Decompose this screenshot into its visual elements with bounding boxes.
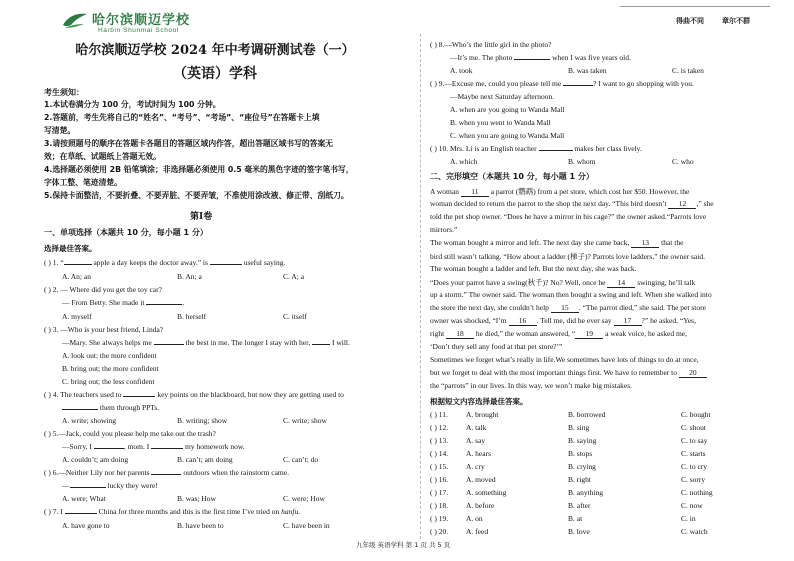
option: A. look out; the more confident [62, 351, 157, 360]
cloze-question-number: ( ) 13. [430, 436, 449, 445]
answer-blank[interactable] [210, 264, 242, 265]
cloze-question-number: ( ) 15. [430, 462, 449, 471]
cloze-option-b: B. saying [568, 436, 597, 445]
answer-blank[interactable] [62, 409, 98, 410]
section-two-title: 二、完形填空（本题共 10 分，每小题 1 分） [430, 172, 594, 181]
school-logo [62, 8, 237, 40]
answer-blank[interactable] [65, 513, 97, 514]
notice-item: 2.答题前，考生先将自己的“姓名”、“考号”、“考场”、“座位号”在答题卡上填 [44, 113, 320, 122]
header-motto-2: 章尔不群 [722, 17, 750, 25]
option: C. have been in [283, 521, 330, 530]
swallow-logo-icon [62, 11, 88, 31]
question-9-reply: —Maybe next Saturday afternoon. [450, 92, 555, 101]
logo-english-name: Harbin Shunmai School [98, 27, 179, 34]
answer-blank[interactable] [563, 85, 593, 86]
notice-heading: 考生须知： [44, 88, 84, 97]
answer-blank[interactable] [64, 264, 92, 265]
cloze-option-a: A. say [466, 436, 486, 445]
option: C. when you are going to Wanda Mall [450, 131, 565, 140]
notice-item: 效；在草纸、试题纸上答题无效。 [44, 152, 161, 161]
question-10: ( ) 10. Mrs. Li is an English teacher makes her class lively. [430, 144, 642, 153]
answer-blank[interactable] [151, 448, 183, 449]
notice-item: 字体工整、笔迹清楚。 [44, 178, 122, 187]
option: C. who [672, 157, 694, 166]
question-6-reply: — lucky they were! [62, 481, 158, 490]
cloze-option-a: A. on [466, 514, 483, 523]
answer-blank[interactable] [539, 150, 573, 151]
option: B. have been to [177, 521, 224, 530]
question-6: ( ) 6.—Neither Lily nor her parents outdoors when the rainstorm came. [44, 468, 289, 477]
cloze-blank[interactable]: 12 [668, 199, 696, 209]
notice-item: 4.选择题必须使用 2B 铅笔填涂；非选择题必须使用 0.5 毫米的黑色字迹的签字笔书写， [44, 165, 354, 174]
question-9: ( ) 9.—Excuse me, could you please tell me ? I want to go shopping with you. [430, 79, 694, 88]
passage-line: A woman 11 a parrot (鹦鹉) from a pet store, which cost her $50. However, the [430, 187, 690, 196]
notice-item: 写清楚。 [44, 126, 76, 135]
answer-blank[interactable] [154, 344, 184, 345]
cloze-option-b: B. borrowed [568, 410, 606, 419]
cloze-option-c: C. sorry [681, 475, 706, 484]
answer-blank[interactable] [94, 448, 124, 449]
answer-blank[interactable] [146, 304, 182, 305]
option: C. itself [283, 312, 307, 321]
header-motto-1: 得曲不同 [676, 17, 704, 25]
passage-line: The woman bought a mirror and left. The next day she came back, 13 that the [430, 238, 684, 247]
question-5-reply: —Sorry, I , mom. I my homework now. [62, 442, 245, 451]
option: C. is taken [672, 66, 704, 75]
cloze-option-b: B. right [568, 475, 591, 484]
cloze-option-c: C. shout [681, 423, 707, 432]
cloze-option-b: B. crying [568, 462, 596, 471]
option: B. writing; show [177, 416, 228, 425]
part-one-heading: 第I卷 [190, 212, 213, 222]
option: C. bring out; the less confident [62, 377, 155, 386]
question-8: ( ) 8.—Who’s the little girl in the photo? [430, 40, 552, 49]
passage-line: ‘Don’t they sell any food at that pet store?’” [430, 342, 563, 351]
option: B. was; How [177, 494, 216, 503]
page-footer: 九年级 英语学科 第 1 页 共 5 页 [356, 541, 451, 549]
option: B. herself [177, 312, 207, 321]
cloze-option-a: A. talk [466, 423, 487, 432]
passage-line: right 18 he died,” the woman answered, “ 19 a weak voice, he asked me, [430, 329, 687, 338]
notice-item: 5.保持卡面整洁，不要折叠、不要弄脏、不要弄皱，不准使用涂改液、修正带、刮纸刀。 [44, 191, 349, 200]
answer-blank[interactable] [312, 344, 330, 345]
question-2: ( ) 2. — Where did you get the toy car? [44, 285, 162, 294]
cloze-option-a: A. before [466, 501, 495, 510]
option: A. myself [62, 312, 92, 321]
cloze-option-c: C. starts [681, 449, 706, 458]
cloze-option-a: A. feed [466, 527, 489, 536]
cloze-blank[interactable]: 11 [461, 187, 489, 197]
cloze-option-c: C. in [681, 514, 696, 523]
cloze-blank[interactable]: 18 [446, 329, 474, 339]
cloze-option-c: C. now [681, 501, 703, 510]
question-3-reply: —Mary. She always helps me the best in me. The longer I stay with her, I will. [62, 338, 350, 347]
cloze-blank[interactable]: 17 [614, 316, 642, 326]
cloze-option-b: B. stops [568, 449, 593, 458]
passage-line: owner was shocked, “I’m 16 . Tell me, did he ever say 17 ?” he asked. “Yes, [430, 316, 696, 325]
notice-item: 1.本试卷满分为 100 分，考试时间为 100 分钟。 [44, 100, 221, 109]
cloze-option-b: B. after [568, 501, 591, 510]
passage-line: Sometimes we forget what’s really in life.We sometimes have lots of things to do at once, [430, 355, 699, 364]
cloze-option-b: B. sing [568, 423, 590, 432]
header-rule [620, 6, 770, 7]
option: C. A; a [283, 272, 305, 281]
passage-line: but we forget to deal with the most important things first. We have to remember to 20 [430, 368, 707, 378]
question-8-reply: —It’s me. The photo when I was five years old. [450, 53, 631, 62]
option: C. were; How [283, 494, 325, 503]
question-4: ( ) 4. The teachers used to key points on the blackboard, but now they are getting used to [44, 390, 344, 399]
cloze-option-a: A. brought [466, 410, 499, 419]
cloze-blank[interactable]: 16 [509, 316, 537, 326]
cloze-question-number: ( ) 19. [430, 514, 449, 523]
option: B. was taken [568, 66, 607, 75]
cloze-question-number: ( ) 20. [430, 527, 449, 536]
logo-chinese-name: 哈尔滨顺迈学校 [92, 13, 191, 28]
question-4-cont: them through PPTs. [62, 403, 159, 412]
cloze-option-c: C. to cry [681, 462, 708, 471]
exam-title: 哈尔滨顺迈学校 2024 年中考调研测试卷（一） [75, 43, 355, 58]
option: A. couldn’t; am doing [62, 455, 129, 464]
passage-line: The woman bought a ladder and left. But the next day, she was back. [430, 264, 637, 273]
option: B. whom [568, 157, 596, 166]
answer-blank[interactable] [123, 396, 155, 397]
cloze-option-b: B. at [568, 514, 583, 523]
answer-blank[interactable] [70, 487, 106, 488]
passage-line: told the pet shop owner. “Does he have a mirror in his cage?” the owner asked.“Parrots love [430, 212, 707, 221]
cloze-option-c: C. watch [681, 527, 708, 536]
cloze-option-c: C. nothing [681, 488, 713, 497]
cloze-blank[interactable]: 14 [607, 278, 635, 288]
option: A. have gone to [62, 521, 110, 530]
option: A. An; an [62, 272, 91, 281]
passage-line: the store the next day, she couldn’t help 15 . “The parrot died,” she said. The pet store [430, 303, 706, 312]
passage-line: bird still wasn’t talking. “How about a ladder (梯子)? Parrots love ladders,” the owner said. [430, 252, 705, 261]
option: C. write; show [283, 416, 327, 425]
answer-blank[interactable] [151, 474, 181, 475]
cloze-option-b: B. love [568, 527, 590, 536]
cloze-option-a: A. moved [466, 475, 496, 484]
option: A. write; showing [62, 416, 116, 425]
option: C. can’t; do [283, 455, 319, 464]
option: A. took [450, 66, 473, 75]
question-5: ( ) 5.—Jack, could you please help me take out the trash? [44, 429, 216, 438]
exam-subject: （英语）学科 [173, 66, 257, 82]
question-1: ( ) 1. “ apple a day keeps the doctor away.” is useful saying. [44, 258, 286, 267]
question-2-reply: — From Betty. She made it . [62, 298, 185, 307]
passage-line: up a storm.” The owner said. The woman then bought a swing and left. When she walked into [430, 290, 712, 299]
cloze-instruction: 根据短文内容选择最佳答案。 [430, 397, 528, 406]
section-one-title: 一、单项选择（本题共 10 分，每小题 1 分） [44, 228, 208, 237]
cloze-question-number: ( ) 17. [430, 488, 449, 497]
passage-line: woman decided to return the parrot to the shop the next day. “This bird doesn’t 12 ,” she [430, 199, 714, 208]
cloze-blank[interactable]: 13 [631, 238, 659, 248]
cloze-option-c: C. bought [681, 410, 711, 419]
cloze-blank[interactable]: 15 [551, 303, 579, 313]
cloze-question-number: ( ) 12. [430, 423, 449, 432]
question-3: ( ) 3. —Who is your best friend, Linda? [44, 325, 164, 334]
cloze-question-number: ( ) 11. [430, 410, 448, 419]
section-one-instruction: 选择最佳答案。 [44, 244, 97, 253]
option: B. can’t; am doing [177, 455, 233, 464]
question-7: ( ) 7. I China for three months and this is the first time I’ve tried on hanfu. [44, 507, 301, 516]
cloze-option-a: A. cry [466, 462, 485, 471]
cloze-question-number: ( ) 18. [430, 501, 449, 510]
cloze-option-b: B. anything [568, 488, 603, 497]
passage-line: mirrors.” [430, 225, 458, 234]
cloze-option-c: C. to say [681, 436, 708, 445]
notice-item: 3.请按照题号的顺序在答题卡各题目的答题区域内作答，超出答题区域书写的答案无 [44, 139, 334, 148]
cloze-blank[interactable]: 19 [575, 329, 603, 339]
option: A. when are you going to Wanda Mall [450, 105, 565, 114]
column-divider [420, 34, 421, 539]
option: A. were; What [62, 494, 106, 503]
cloze-option-a: A. something [466, 488, 507, 497]
cloze-option-a: A. hears [466, 449, 491, 458]
cloze-question-number: ( ) 16. [430, 475, 449, 484]
cloze-blank[interactable]: 20 [679, 368, 707, 378]
cloze-question-number: ( ) 14. [430, 449, 449, 458]
passage-line: the “parrots” in our lives. In this way, we won’t make big mistakes. [430, 381, 633, 390]
passage-line: “Does your parrot have a swing(秋千)? No? Well, once he 14 swinging, he’ll talk [430, 278, 696, 287]
option: A. which [450, 157, 478, 166]
answer-blank[interactable] [514, 59, 550, 60]
option: B. bring out; the more confident [62, 364, 159, 373]
option: B. when you went to Wanda Mall [450, 118, 551, 127]
option: B. An; a [177, 272, 202, 281]
